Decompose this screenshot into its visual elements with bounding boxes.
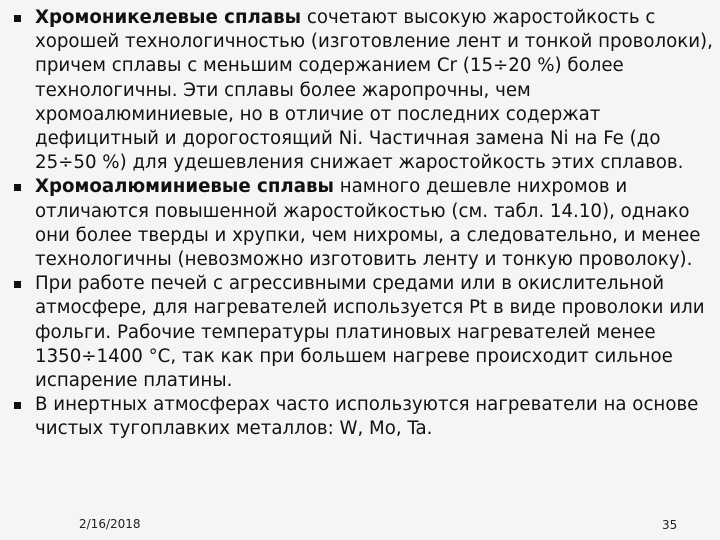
footer-date: 2/16/2018 (79, 517, 141, 531)
list-item (14, 272, 714, 393)
list-item (14, 175, 714, 272)
square-bullet-icon (14, 15, 21, 22)
term-chromium-nickel: Хромоникелевые сплавы (35, 7, 302, 28)
list-item (14, 393, 714, 441)
bullet-text: намного дешевле нихромов и отличаются повышенной жаростойкостью (см. табл. 14.10), однако они более тверды и хрупки, чем нихромы, а следовательно, и менее технологичны (невозможно изготовить ленту и тонкую проволоку). (35, 176, 701, 271)
square-bullet-icon (14, 402, 21, 409)
list-item (14, 6, 714, 175)
bullet-text: При работе печей с агрессивными средами или в окислительной атмосфере, для нагревателей используется Pt в виде проволоки или фольги. Рабочие температуры платиновых нагревателей менее 1350÷1400 °C, так как при большем нагреве происходит сильное испарение платины. (35, 273, 705, 392)
square-bullet-icon (14, 184, 21, 191)
square-bullet-icon (14, 281, 21, 288)
bullet-text: В инертных атмосферах часто используются нагреватели на основе чистых тугоплавких металлов: W, Mo, Ta. (35, 394, 699, 440)
bullet-list (14, 6, 714, 442)
term-chromium-aluminium: Хромоалюминиевые сплавы (35, 176, 334, 198)
bullet-text: сочетают высокую жаростойкость с хорошей технологичностью (изготовление лент и тонкой проволоки), причем сплавы с меньшим содержанием Cr (15÷20 %) более технологичны. Эти сплавы более жаропрочны, чем хромоалюминиевые, но в отличие от последних содержат дефицитный и дорогостоящий Ni. Частичная замена Ni на Fe (до 25÷50 %) для удешевления снижает жаростойкость этих сплавов. (35, 7, 713, 174)
page-number: 35 (662, 518, 678, 532)
